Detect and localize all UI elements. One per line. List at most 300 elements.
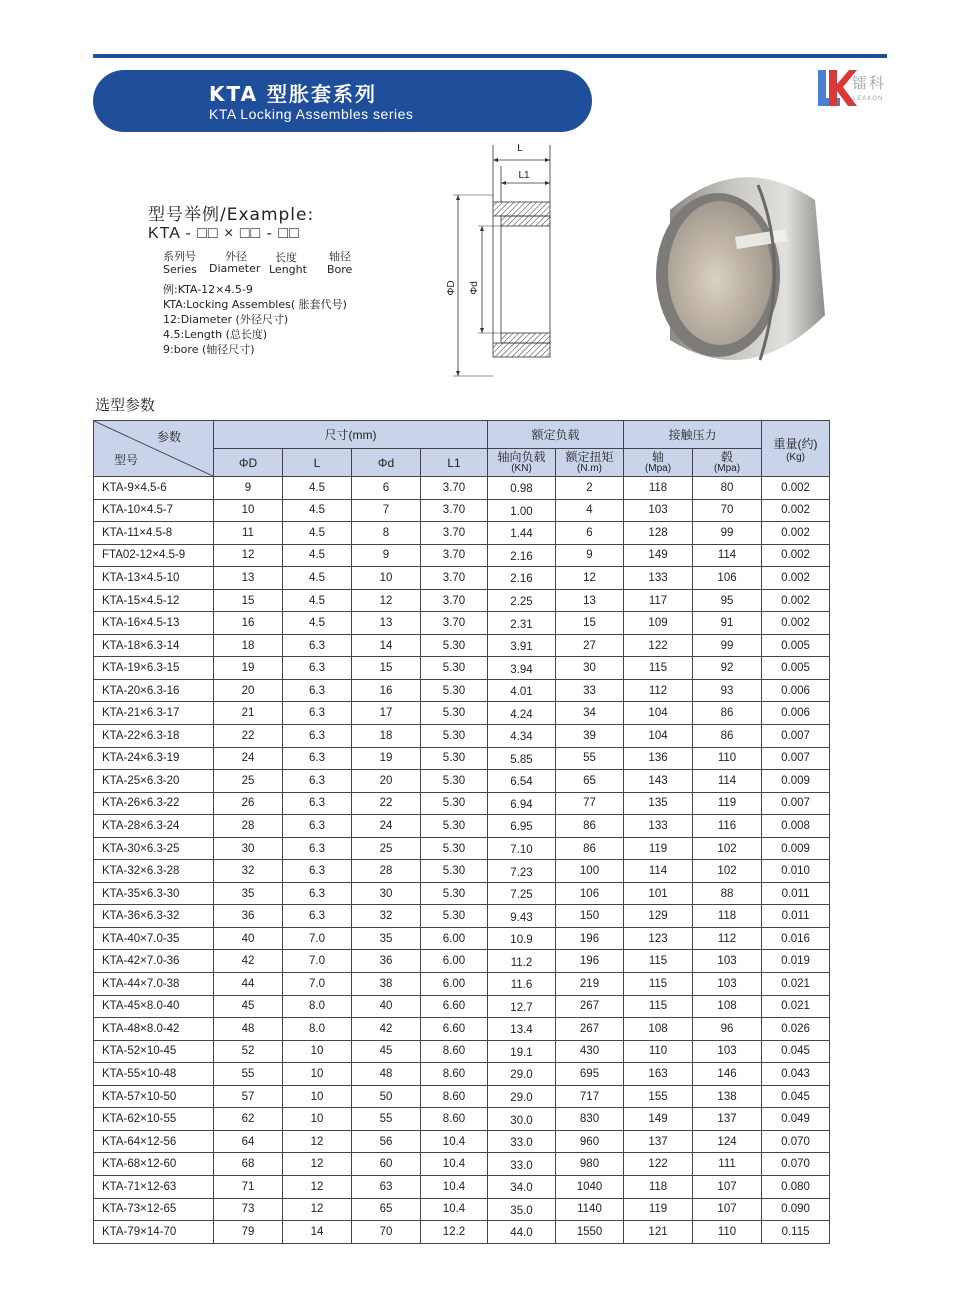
table-cell: 133	[624, 815, 693, 838]
header-corner-param: 参数	[156, 430, 181, 444]
table-cell: 10.4	[421, 1130, 488, 1153]
table-cell: 0.021	[762, 995, 830, 1018]
table-cell: 0.002	[762, 612, 830, 635]
table-cell: 3.70	[421, 567, 488, 590]
table-cell: 106	[693, 567, 762, 590]
table-cell: 108	[693, 995, 762, 1018]
table-cell: 7	[352, 499, 421, 522]
label-diameter-en: Diameter	[209, 262, 261, 275]
table-cell: 5.30	[421, 747, 488, 770]
table-cell: 0.011	[762, 882, 830, 905]
table-cell: 137	[693, 1108, 762, 1131]
table-cell: 17	[352, 702, 421, 725]
table-cell: 11.6	[488, 973, 556, 996]
model-cell: KTA-55×10-48	[94, 1063, 214, 1086]
table-cell: 28	[214, 815, 283, 838]
table-cell: 2.25	[488, 589, 556, 612]
model-cell: KTA-35×6.3-30	[94, 882, 214, 905]
table-cell: 102	[693, 837, 762, 860]
table-row	[94, 725, 830, 748]
table-cell: 6.3	[283, 747, 352, 770]
table-cell: 2	[556, 477, 624, 500]
table-cell: 12	[283, 1175, 352, 1198]
table-cell: 136	[624, 747, 693, 770]
model-cell: KTA-10×4.5-7	[94, 499, 214, 522]
table-cell: 0.080	[762, 1175, 830, 1198]
table-cell: 48	[214, 1018, 283, 1041]
table-cell: 12	[214, 544, 283, 567]
table-cell: 20	[352, 770, 421, 793]
table-cell: 108	[624, 1018, 693, 1041]
table-cell: 118	[624, 1175, 693, 1198]
table-row	[94, 882, 830, 905]
model-cell: KTA-11×4.5-8	[94, 522, 214, 545]
logo-text: 镭科	[852, 74, 887, 92]
table-cell: 4.5	[283, 522, 352, 545]
table-cell: 91	[693, 612, 762, 635]
table-cell: 118	[624, 477, 693, 500]
table-cell: 5.30	[421, 815, 488, 838]
table-cell: 42	[352, 1018, 421, 1041]
table-cell: 40	[352, 995, 421, 1018]
table-cell: 79	[214, 1221, 283, 1244]
table-cell: 55	[556, 747, 624, 770]
table-cell: 219	[556, 973, 624, 996]
table-cell: 6.00	[421, 927, 488, 950]
table-cell: 6.3	[283, 882, 352, 905]
table-cell: 12	[283, 1130, 352, 1153]
table-row	[94, 679, 830, 702]
table-cell: 3.94	[488, 657, 556, 680]
model-cell: KTA-44×7.0-38	[94, 973, 214, 996]
table-cell: 10	[283, 1085, 352, 1108]
table-cell: 8.60	[421, 1040, 488, 1063]
table-cell: 13	[352, 612, 421, 635]
table-cell: 32	[352, 905, 421, 928]
table-cell: 65	[556, 770, 624, 793]
header-torque-label: 额定扭矩	[565, 449, 614, 464]
table-cell: 13	[214, 567, 283, 590]
model-cell: KTA-21×6.3-17	[94, 702, 214, 725]
table-cell: 135	[624, 792, 693, 815]
table-cell: 0.115	[762, 1221, 830, 1244]
model-cell: KTA-71×12-63	[94, 1175, 214, 1198]
table-cell: 0.002	[762, 522, 830, 545]
table-cell: 5.30	[421, 657, 488, 680]
table-cell: 115	[624, 950, 693, 973]
top-rule	[93, 54, 887, 58]
table-cell: 6	[556, 522, 624, 545]
table-cell: 8.60	[421, 1085, 488, 1108]
model-cell: KTA-13×4.5-10	[94, 567, 214, 590]
table-row	[94, 1085, 830, 1108]
table-cell: 8.60	[421, 1063, 488, 1086]
table-cell: 137	[624, 1130, 693, 1153]
header-col-torque	[556, 449, 624, 477]
table-cell: 430	[556, 1040, 624, 1063]
table-cell: 0.070	[762, 1130, 830, 1153]
model-cell: KTA-30×6.3-25	[94, 837, 214, 860]
table-cell: 6.60	[421, 1018, 488, 1041]
table-cell: 9.43	[488, 905, 556, 928]
header-corner-model: 型号	[114, 453, 139, 467]
banner-subtitle: KTA Locking Assembles series	[209, 106, 414, 122]
table-cell: 117	[624, 589, 693, 612]
header-group-pressure: 接触压力	[624, 421, 762, 449]
table-row	[94, 522, 830, 545]
table-cell: 6.3	[283, 770, 352, 793]
table-cell: 110	[693, 1221, 762, 1244]
model-cell: KTA-42×7.0-36	[94, 950, 214, 973]
table-cell: 103	[693, 1040, 762, 1063]
table-cell: 42	[214, 950, 283, 973]
table-cell: 5.30	[421, 860, 488, 883]
cross-section-drawing	[440, 140, 570, 385]
model-cell: KTA-48×8.0-42	[94, 1018, 214, 1041]
model-cell: KTA-64×12-56	[94, 1130, 214, 1153]
table-row	[94, 499, 830, 522]
table-cell: 4.5	[283, 544, 352, 567]
table-cell: 7.23	[488, 860, 556, 883]
table-cell: 10	[352, 567, 421, 590]
model-cell: KTA-40×7.0-35	[94, 927, 214, 950]
table-cell: 121	[624, 1221, 693, 1244]
table-row	[94, 770, 830, 793]
header-shaft-unit: (Mpa)	[644, 462, 672, 474]
table-cell: 5.30	[421, 679, 488, 702]
table-cell: 129	[624, 905, 693, 928]
table-cell: 10.4	[421, 1198, 488, 1221]
table-cell: 10	[283, 1108, 352, 1131]
table-row	[94, 1153, 830, 1176]
table-cell: 6.54	[488, 770, 556, 793]
table-cell: 267	[556, 1018, 624, 1041]
table-cell: 6	[352, 477, 421, 500]
table-cell: 50	[352, 1085, 421, 1108]
model-cell: KTA-25×6.3-20	[94, 770, 214, 793]
example-line: 4.5:Length (总长度)	[163, 328, 268, 341]
table-cell: 119	[624, 837, 693, 860]
table-cell: 12.2	[421, 1221, 488, 1244]
table-cell: 1040	[556, 1175, 624, 1198]
table-cell: 71	[214, 1175, 283, 1198]
table-cell: 0.002	[762, 499, 830, 522]
model-cell: KTA-19×6.3-15	[94, 657, 214, 680]
logo-subtext: LEAKON	[853, 96, 884, 102]
table-cell: 0.043	[762, 1063, 830, 1086]
table-cell: 115	[624, 995, 693, 1018]
table-cell: 5.30	[421, 702, 488, 725]
table-cell: 3.70	[421, 522, 488, 545]
table-cell: 5.30	[421, 882, 488, 905]
table-cell: 146	[693, 1063, 762, 1086]
table-cell: 155	[624, 1085, 693, 1108]
table-cell: 0.010	[762, 860, 830, 883]
table-cell: 80	[693, 477, 762, 500]
table-cell: 103	[624, 499, 693, 522]
table-cell: 0.016	[762, 927, 830, 950]
table-cell: 980	[556, 1153, 624, 1176]
example-line: KTA:Locking Assembles( 胀套代号)	[163, 298, 347, 311]
table-row	[94, 1108, 830, 1131]
table-cell: 102	[693, 860, 762, 883]
table-cell: 12	[556, 567, 624, 590]
table-cell: 0.98	[488, 477, 556, 500]
table-cell: 30	[214, 837, 283, 860]
table-cell: 35.0	[488, 1198, 556, 1221]
model-cell: KTA-18×6.3-14	[94, 634, 214, 657]
table-row	[94, 1018, 830, 1041]
table-cell: 34	[556, 702, 624, 725]
table-cell: 0.002	[762, 589, 830, 612]
header-hub-unit: (Mpa)	[713, 462, 741, 474]
table-cell: 110	[693, 747, 762, 770]
table-cell: 10	[214, 499, 283, 522]
table-cell: 10.4	[421, 1153, 488, 1176]
table-cell: 0.002	[762, 544, 830, 567]
model-cell: KTA-36×6.3-32	[94, 905, 214, 928]
table-cell: 8	[352, 522, 421, 545]
table-cell: 86	[556, 815, 624, 838]
table-row	[94, 995, 830, 1018]
table-cell: 3.70	[421, 612, 488, 635]
table-cell: 39	[556, 725, 624, 748]
table-cell: 4.24	[488, 702, 556, 725]
table-cell: 13	[556, 589, 624, 612]
table-cell: 115	[624, 657, 693, 680]
model-cell: KTA-68×12-60	[94, 1153, 214, 1176]
table-cell: 70	[693, 499, 762, 522]
table-cell: 118	[693, 905, 762, 928]
table-cell: 18	[214, 634, 283, 657]
table-cell: 6.3	[283, 815, 352, 838]
table-cell: 11.2	[488, 950, 556, 973]
table-cell: 0.002	[762, 567, 830, 590]
table-cell: 0.026	[762, 1018, 830, 1041]
header-col-L: L	[283, 449, 352, 477]
table-cell: 55	[214, 1063, 283, 1086]
table-cell: 717	[556, 1085, 624, 1108]
table-cell: 14	[283, 1221, 352, 1244]
table-cell: 6.3	[283, 837, 352, 860]
table-cell: 30.0	[488, 1108, 556, 1131]
table-cell: 163	[624, 1063, 693, 1086]
example-line: 例:KTA-12×4.5-9	[163, 283, 253, 296]
label-diameter-cn: 外径	[225, 250, 247, 263]
table-cell: 25	[352, 837, 421, 860]
table-cell: 30	[352, 882, 421, 905]
header-col-d: Φd	[352, 449, 421, 477]
table-cell: 64	[214, 1130, 283, 1153]
table-row	[94, 702, 830, 725]
table-cell: 0.011	[762, 905, 830, 928]
table-cell: 0.007	[762, 792, 830, 815]
header-shaft-label: 轴	[652, 449, 665, 464]
table-cell: 5.85	[488, 747, 556, 770]
table-cell: 16	[214, 612, 283, 635]
table-row	[94, 927, 830, 950]
header-weight	[762, 421, 830, 477]
label-bore-en: Bore	[327, 263, 353, 276]
example-heading: 型号举例/Example:	[148, 205, 315, 225]
table-cell: 7.0	[283, 973, 352, 996]
table-cell: 5.30	[421, 792, 488, 815]
table-cell: 149	[624, 544, 693, 567]
table-cell: 99	[693, 522, 762, 545]
model-cell: KTA-62×10-55	[94, 1108, 214, 1131]
table-cell: 5.30	[421, 770, 488, 793]
model-cell: KTA-22×6.3-18	[94, 725, 214, 748]
table-cell: 12	[352, 589, 421, 612]
table-cell: 0.005	[762, 634, 830, 657]
table-cell: 3.70	[421, 589, 488, 612]
table-cell: 0.008	[762, 815, 830, 838]
table-row	[94, 1130, 830, 1153]
table-row	[94, 657, 830, 680]
table-cell: 119	[624, 1198, 693, 1221]
example-explanation	[163, 282, 347, 357]
table-cell: 6.00	[421, 950, 488, 973]
table-cell: 16	[352, 679, 421, 702]
table-cell: 18	[352, 725, 421, 748]
table-cell: 0.009	[762, 837, 830, 860]
table-row	[94, 905, 830, 928]
table-cell: 4.01	[488, 679, 556, 702]
table-cell: 33.0	[488, 1153, 556, 1176]
table-cell: 112	[693, 927, 762, 950]
header-col-L1: L1	[421, 449, 488, 477]
table-cell: 22	[214, 725, 283, 748]
table-cell: 3.70	[421, 477, 488, 500]
table-cell: 143	[624, 770, 693, 793]
table-cell: 7.0	[283, 927, 352, 950]
table-cell: 6.3	[283, 860, 352, 883]
table-cell: 100	[556, 860, 624, 883]
table-cell: 29.0	[488, 1085, 556, 1108]
table-cell: 104	[624, 725, 693, 748]
table-cell: 10.4	[421, 1175, 488, 1198]
table-row	[94, 1175, 830, 1198]
table-cell: 116	[693, 815, 762, 838]
example-line: 12:Diameter (外径尺寸)	[163, 313, 289, 326]
table-cell: 6.3	[283, 792, 352, 815]
table-row	[94, 747, 830, 770]
model-cell: KTA-79×14-70	[94, 1221, 214, 1244]
label-length-en: Lenght	[269, 263, 307, 276]
table-cell: 3.91	[488, 634, 556, 657]
table-cell: 8.0	[283, 1018, 352, 1041]
table-cell: 19	[352, 747, 421, 770]
table-cell: 45	[352, 1040, 421, 1063]
table-cell: 196	[556, 950, 624, 973]
header-col-D: ΦD	[214, 449, 283, 477]
table-cell: 4.34	[488, 725, 556, 748]
table-cell: 4.5	[283, 612, 352, 635]
dim-D-label: ΦD	[446, 280, 457, 296]
table-cell: 101	[624, 882, 693, 905]
table-cell: 25	[214, 770, 283, 793]
table-cell: 138	[693, 1085, 762, 1108]
header-torque-unit: (N.m)	[577, 462, 602, 474]
table-cell: 12	[283, 1198, 352, 1221]
table-cell: 960	[556, 1130, 624, 1153]
table-cell: 106	[556, 882, 624, 905]
table-cell: 196	[556, 927, 624, 950]
table-row	[94, 792, 830, 815]
table-cell: 13.4	[488, 1018, 556, 1041]
table-cell: 119	[693, 792, 762, 815]
table-cell: 12.7	[488, 995, 556, 1018]
table-cell: 0.006	[762, 679, 830, 702]
table-cell: 86	[693, 725, 762, 748]
table-cell: 93	[693, 679, 762, 702]
model-cell: KTA-52×10-45	[94, 1040, 214, 1063]
model-cell: FTA02-12×4.5-9	[94, 544, 214, 567]
table-cell: 6.3	[283, 679, 352, 702]
table-cell: 6.3	[283, 702, 352, 725]
model-cell: KTA-28×6.3-24	[94, 815, 214, 838]
label-length-cn: 长度	[275, 251, 297, 264]
table-cell: 150	[556, 905, 624, 928]
table-row	[94, 1198, 830, 1221]
table-cell: 267	[556, 995, 624, 1018]
table-cell: 35	[352, 927, 421, 950]
table-cell: 19	[214, 657, 283, 680]
table-cell: 114	[624, 860, 693, 883]
table-cell: 19.1	[488, 1040, 556, 1063]
table-row	[94, 1063, 830, 1086]
table-cell: 57	[214, 1085, 283, 1108]
table-cell: 33	[556, 679, 624, 702]
table-cell: 21	[214, 702, 283, 725]
table-cell: 123	[624, 927, 693, 950]
table-cell: 1550	[556, 1221, 624, 1244]
table-row	[94, 1221, 830, 1244]
table-cell: 5.30	[421, 725, 488, 748]
table-cell: 6.94	[488, 792, 556, 815]
table-cell: 11	[214, 522, 283, 545]
dim-d-label: Φd	[469, 281, 480, 295]
table-cell: 4	[556, 499, 624, 522]
model-cell: KTA-9×4.5-6	[94, 477, 214, 500]
table-cell: 114	[693, 544, 762, 567]
label-series-cn: 系列号	[163, 250, 196, 263]
table-row	[94, 567, 830, 590]
table-cell: 830	[556, 1108, 624, 1131]
table-cell: 6.3	[283, 634, 352, 657]
header-group-dims: 尺寸(mm)	[214, 421, 488, 449]
table-cell: 8.60	[421, 1108, 488, 1131]
table-cell: 4.5	[283, 477, 352, 500]
table-cell: 99	[693, 634, 762, 657]
table-cell: 24	[352, 815, 421, 838]
table-cell: 4.5	[283, 589, 352, 612]
table-cell: 8.0	[283, 995, 352, 1018]
table-cell: 128	[624, 522, 693, 545]
table-cell: 26	[214, 792, 283, 815]
table-cell: 30	[556, 657, 624, 680]
table-cell: 33.0	[488, 1130, 556, 1153]
table-cell: 62	[214, 1108, 283, 1131]
table-cell: 124	[693, 1130, 762, 1153]
model-cell: KTA-15×4.5-12	[94, 589, 214, 612]
table-cell: 56	[352, 1130, 421, 1153]
table-row	[94, 544, 830, 567]
table-cell: 34.0	[488, 1175, 556, 1198]
table-cell: 695	[556, 1063, 624, 1086]
table-cell: 0.070	[762, 1153, 830, 1176]
model-cell: KTA-73×12-65	[94, 1198, 214, 1221]
